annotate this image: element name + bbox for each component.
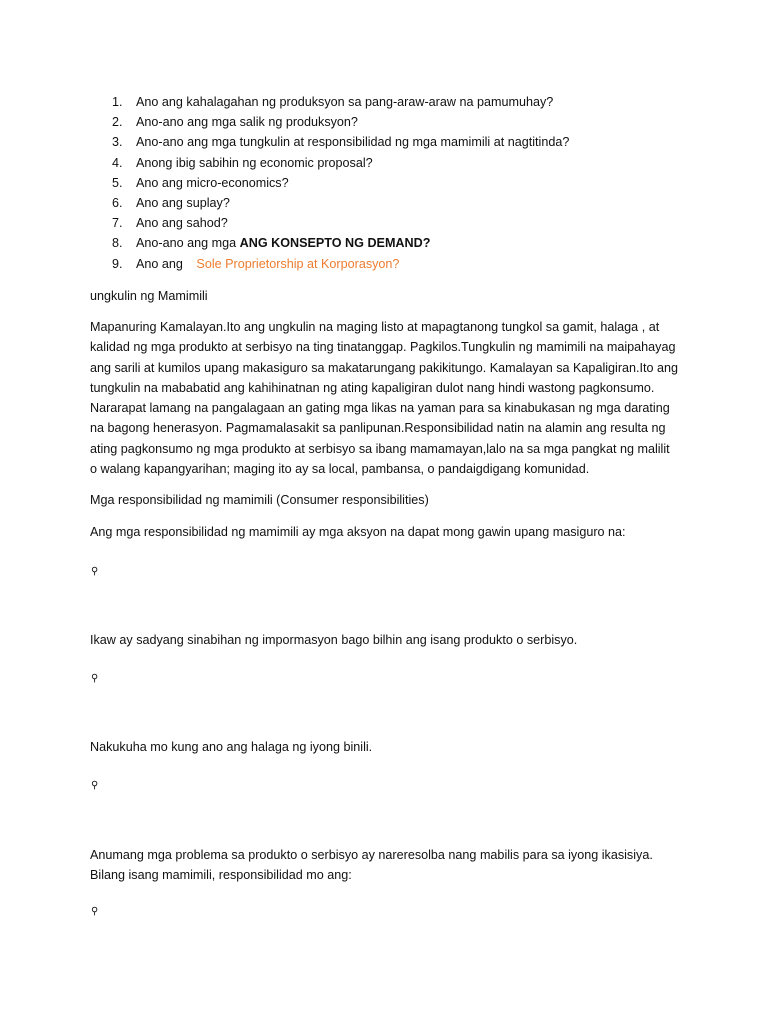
question-number: 9. [112, 256, 123, 271]
question-text: Ano-ano ang mga [136, 236, 240, 251]
magnifier-icon: ⚲ [91, 566, 99, 577]
question-item [112, 233, 569, 253]
magnifier-icon: ⚲ [91, 906, 99, 917]
paragraph-line: o walang kapangyarihan; maging ito ay sa local, pambansa, o pandaigdigang komunidad. [90, 462, 590, 477]
question-item [112, 254, 569, 274]
question-text: Ano ang suplay? [136, 195, 230, 210]
question-item [112, 153, 569, 173]
question-item [112, 173, 569, 193]
question-number: 3. [112, 135, 123, 150]
question-number: 8. [112, 236, 123, 251]
paragraph-line: ang sarili at kumilos upang makasiguro sa makatarungang pakikitungo. Kamalayan sa Kapaligiran.Ito ang [90, 360, 679, 375]
responsibility-item: Nakukuha mo kung ano ang halaga ng iyong binili. [90, 740, 373, 754]
question-bold-text: ANG KONSEPTO NG DEMAND? [239, 236, 431, 251]
question-number: 4. [112, 155, 123, 170]
question-text: Ano ang sahod? [136, 216, 228, 231]
closing-line: Bilang isang mamimili, responsibilidad mo ang: [90, 868, 352, 882]
question-number: 2. [112, 115, 123, 130]
question-number: 6. [112, 195, 123, 210]
responsibilities-intro: Ang mga responsibilidad ng mamimili ay mga aksyon na dapat mong gawin upang masiguro na: [90, 525, 626, 539]
question-item [112, 132, 569, 152]
question-number: 5. [112, 175, 123, 190]
question-text: Anong ibig sabihin ng economic proposal? [136, 155, 373, 170]
question-text: Ano ang [136, 256, 187, 271]
body-paragraph [90, 317, 690, 479]
closing-paragraph [90, 845, 690, 885]
question-item [112, 92, 569, 112]
responsibility-item: Ikaw ay sadyang sinabihan ng impormasyon bago bilhin ang isang produkto o serbisyo. [90, 633, 578, 647]
question-list [112, 92, 569, 274]
question-text: Ano ang kahalagahan ng produksyon sa pang-araw-araw na pamumuhay? [136, 95, 554, 109]
question-accent-text: Sole Proprietorship at Korporasyon? [196, 256, 400, 271]
paragraph-line: kalidad ng mga produkto at serbisyo na ting tinatanggap. Pagkilos.Tungkulin ng mamimili na maipahayag [90, 340, 676, 355]
question-item [112, 193, 569, 213]
question-number: 1. [112, 95, 123, 109]
question-number: 7. [112, 216, 123, 231]
responsibilities-heading: Mga responsibilidad ng mamimili (Consumer responsibilities) [90, 493, 429, 507]
question-item [112, 213, 569, 233]
question-text: Ano-ano ang mga salik ng produksyon? [136, 115, 358, 130]
closing-line: Anumang mga problema sa produkto o serbisyo ay nareresolba nang mabilis para sa iyong ikasisiya. [90, 848, 653, 862]
question-text: Ano-ano ang mga tungkulin at responsibilidad ng mga mamimili at nagtitinda? [136, 135, 570, 150]
magnifier-icon: ⚲ [91, 673, 99, 684]
question-text: Ano ang micro-economics? [136, 175, 289, 190]
section-heading: ungkulin ng Mamimili [90, 289, 208, 303]
question-item [112, 112, 569, 132]
paragraph-line: Nararapat lamang na pangalagaan an gating mga likas na yaman para sa kinabukasan ng mga darating [90, 401, 670, 416]
paragraph-line: Mapanuring Kamalayan.Ito ang ungkulin na maging listo at mapagtanong tungkol sa gamit, halaga , at [90, 320, 660, 334]
paragraph-line: tungkulin na mababatid ang kahihinatnan ng ating kapaligiran dulot nang hindi wastong pagkonsumo. [90, 380, 655, 395]
magnifier-icon: ⚲ [91, 780, 99, 791]
paragraph-line: ating pagkonsumo ng mga produkto at serbisyo sa ibang mamamayan,lalo na sa mga pangkat ng malilit [90, 441, 670, 456]
paragraph-line: na bagong henerasyon. Pagmamalasakit sa panlipunan.Responsibilidad natin na alamin ang resulta ng [90, 421, 666, 436]
